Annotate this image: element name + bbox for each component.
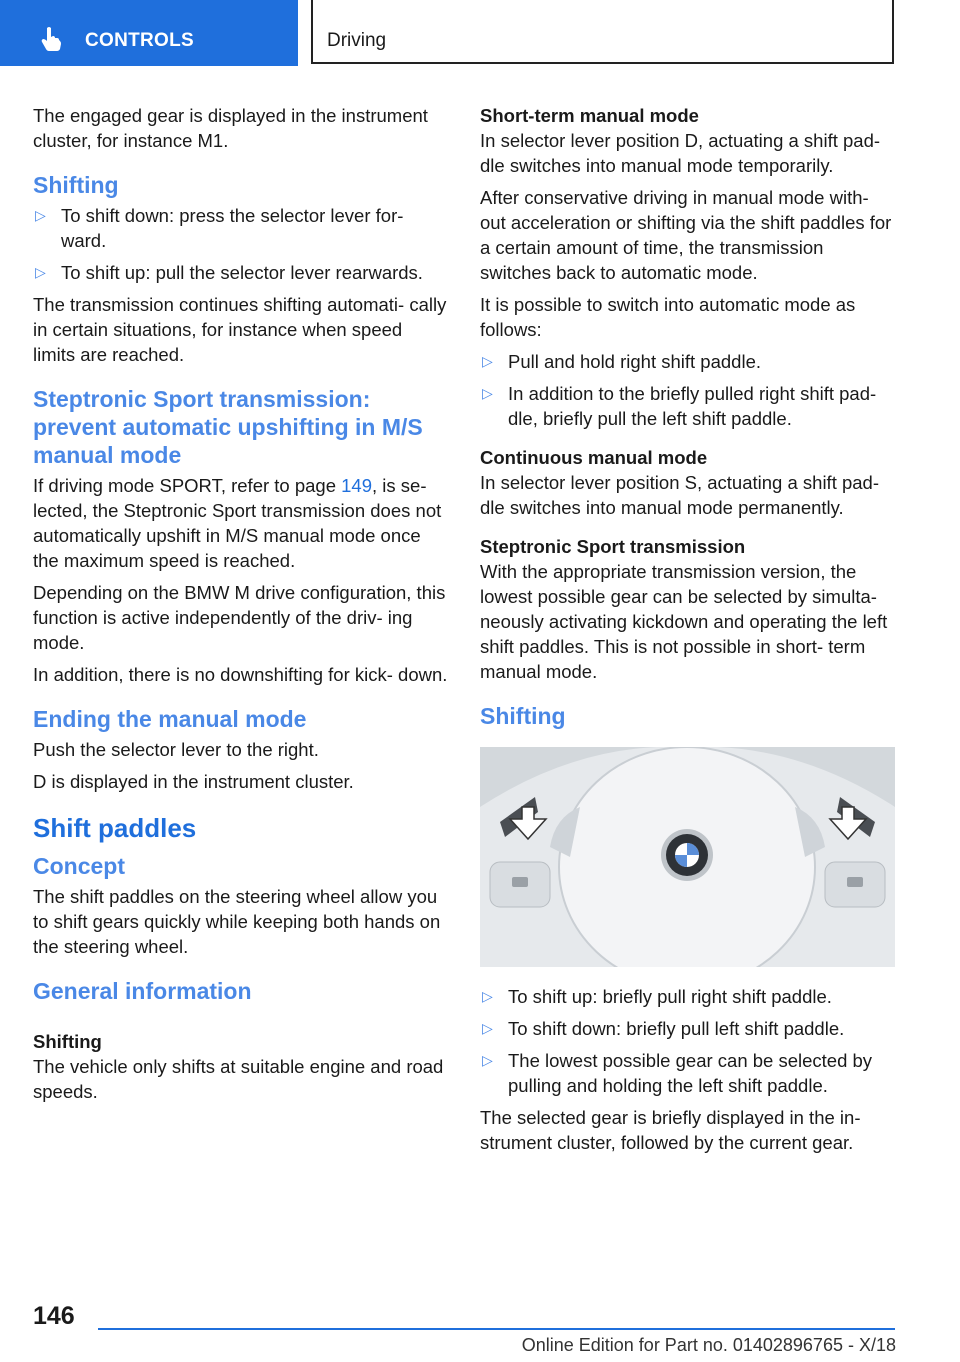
paragraph: After conservative driving in manual mode with- out acceleration or shifting via the shift paddles for a certain amount of time, the transmission switches back to automatic mode. xyxy=(480,187,892,283)
heading-ending-manual: Ending the manual mode xyxy=(33,706,307,732)
list-item: ▷ Pull and hold right shift paddle. xyxy=(482,351,762,372)
triangle-bullet-icon: ▷ xyxy=(482,1020,493,1036)
chapter-title: CONTROLS xyxy=(85,30,195,51)
page-link[interactable]: 149 xyxy=(341,475,373,496)
paragraph: Depending on the BMW M drive configuration, this function is active independently of the driv- ing mode. xyxy=(33,582,446,653)
list-item: ▷ In addition to the briefly pulled right shift pad- dle, briefly pull the left shift paddle. xyxy=(482,383,877,429)
paragraph: With the appropriate transmission version, the lowest possible gear can be selected by simulta- neously activating kickdown and operating the left shift paddles. This is not possible in short- term manual mode. xyxy=(480,561,888,682)
heading-general-info: General information xyxy=(33,978,252,1004)
steering-wheel-illustration xyxy=(480,747,895,967)
paragraph: The engaged gear is displayed in the instrument cluster, for instance M1. xyxy=(33,105,428,151)
list-item: ▷ To shift down: briefly pull left shift paddle. xyxy=(482,1018,845,1039)
list-item: ▷ The lowest possible gear can be selected by pulling and holding the left shift paddle. xyxy=(482,1050,873,1096)
hand-pointer-icon xyxy=(40,26,62,52)
footer-rule xyxy=(98,1328,895,1330)
list-item: ▷ To shift up: briefly pull right shift paddle. xyxy=(482,986,832,1007)
paragraph: In selector lever position D, actuating a shift pad- dle switches into manual mode temporarily. xyxy=(480,130,881,176)
right-column xyxy=(480,103,895,1162)
triangle-bullet-icon: ▷ xyxy=(482,988,493,1004)
list-item: ▷ To shift up: pull the selector lever rearwards. xyxy=(35,262,423,283)
paragraph: D is displayed in the instrument cluster. xyxy=(33,771,354,792)
section-header xyxy=(311,0,894,64)
paragraph: The selected gear is briefly displayed in the in- strument cluster, followed by the current gear. xyxy=(480,1107,861,1153)
heading-shifting-right: Shifting xyxy=(480,703,566,729)
paragraph: The vehicle only shifts at suitable engine and road speeds. xyxy=(33,1056,444,1102)
page-number: 146 xyxy=(33,1302,75,1330)
heading-steptronic: Steptronic Sport transmission: prevent automatic upshifting in M/S manual mode xyxy=(33,386,423,468)
triangle-bullet-icon: ▷ xyxy=(35,207,46,223)
heading-concept: Concept xyxy=(33,853,125,879)
footer-edition: Online Edition for Part no. 01402896765 - X/18 xyxy=(521,1335,896,1355)
subheading-shifting: Shifting xyxy=(33,1031,102,1052)
list-item: ▷ To shift down: press the selector lever for- ward. xyxy=(35,205,404,251)
paragraph: In addition, there is no downshifting for kick- down. xyxy=(33,664,448,685)
subheading-short-term: Short-term manual mode xyxy=(480,105,699,126)
left-column xyxy=(33,103,448,1111)
triangle-bullet-icon: ▷ xyxy=(35,264,46,280)
paragraph: Push the selector lever to the right. xyxy=(33,739,319,760)
heading-shifting: Shifting xyxy=(33,172,119,198)
subheading-continuous: Continuous manual mode xyxy=(480,447,708,468)
paragraph: The transmission continues shifting automati- cally in certain situations, for instance when speed limits are reached. xyxy=(33,294,447,365)
triangle-bullet-icon: ▷ xyxy=(482,1052,493,1068)
triangle-bullet-icon: ▷ xyxy=(482,353,493,369)
subheading-steptronic-sport: Steptronic Sport transmission xyxy=(480,536,746,557)
paragraph: In selector lever position S, actuating a shift pad- dle switches into manual mode permanently. xyxy=(480,472,879,518)
triangle-bullet-icon: ▷ xyxy=(482,385,493,401)
header-chapter-tab[interactable] xyxy=(0,0,298,66)
paragraph: It is possible to switch into automatic mode as follows: xyxy=(480,294,856,340)
heading-shift-paddles: Shift paddles xyxy=(33,813,197,843)
paragraph: The shift paddles on the steering wheel allow you to shift gears quickly while keeping both hands on the steering wheel. xyxy=(33,886,441,957)
paragraph: If driving mode SPORT, refer to page 149, is se- lected, the Steptronic Sport transmission does not automatically upshift in M/S manual mode once the maximum speed is reached. xyxy=(33,475,442,571)
section-title: Driving xyxy=(327,30,387,51)
